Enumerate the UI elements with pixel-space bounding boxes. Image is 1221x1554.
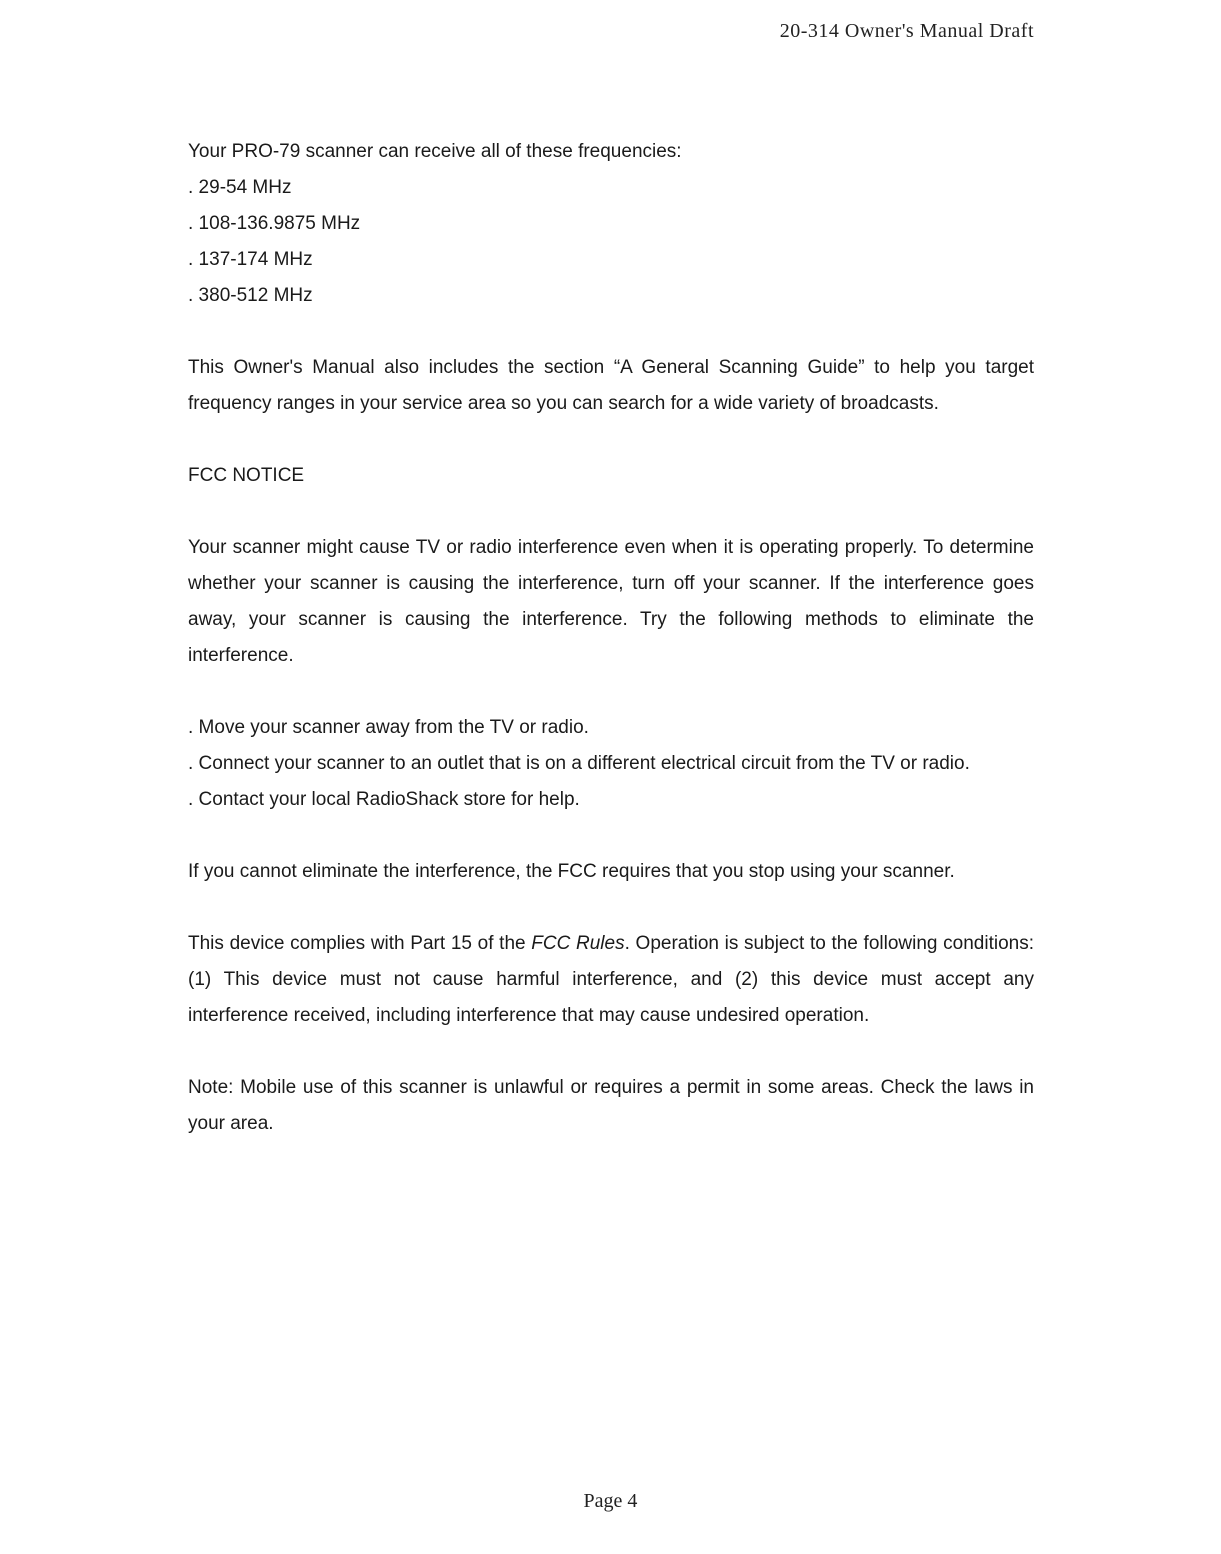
note-paragraph: Note: Mobile use of this scanner is unlawful or requires a permit in some areas. Check the laws in your area. [188, 1077, 1034, 1134]
stop-paragraph: If you cannot eliminate the interference, the FCC requires that you stop using your scanner. [188, 861, 955, 882]
page-body [188, 134, 1034, 1142]
interference-paragraph: Your scanner might cause TV or radio interference even when it is operating properly. To determine whether your scanner is causing the interference, turn off your scanner. If the interference goes away, your scanner is causing the interference. Try the following methods to eliminate the interference. [188, 537, 1034, 666]
guide-paragraph: This Owner's Manual also includes the section “A General Scanning Guide” to help you target frequency ranges in your service area so you can search for a wide variety of broadcasts. [188, 357, 1034, 414]
frequency-item: . 137-174 MHz [188, 249, 313, 270]
compliance-paragraph [188, 926, 1034, 1034]
page-number: Page 4 [583, 1490, 638, 1512]
frequency-item: . 29-54 MHz [188, 177, 292, 198]
methods-list [188, 710, 1034, 818]
method-item: . Contact your local RadioShack store for help. [188, 789, 580, 810]
intro-text: Your PRO-79 scanner can receive all of these frequencies: [188, 141, 682, 162]
document-header: 20-314 Owner's Manual Draft [779, 20, 1034, 42]
frequency-list [188, 170, 1034, 314]
method-item: . Connect your scanner to an outlet that is on a different electrical circuit from the TV or radio. [188, 753, 970, 774]
compliance-text-after: . Operation is subject to the following conditions: (1) This device must not cause harmful interference, and (2) this device must accept any interference received, including interference that may cause undesired operation. [188, 933, 1035, 1026]
method-item: . Move your scanner away from the TV or radio. [188, 717, 589, 738]
compliance-text-before: This device complies with Part 15 of the [188, 933, 532, 954]
fcc-notice-heading: FCC NOTICE [188, 465, 305, 486]
frequency-item: . 108-136.9875 MHz [188, 213, 361, 234]
frequency-item: . 380-512 MHz [188, 285, 313, 306]
fcc-rules-title: FCC Rules [531, 933, 625, 954]
